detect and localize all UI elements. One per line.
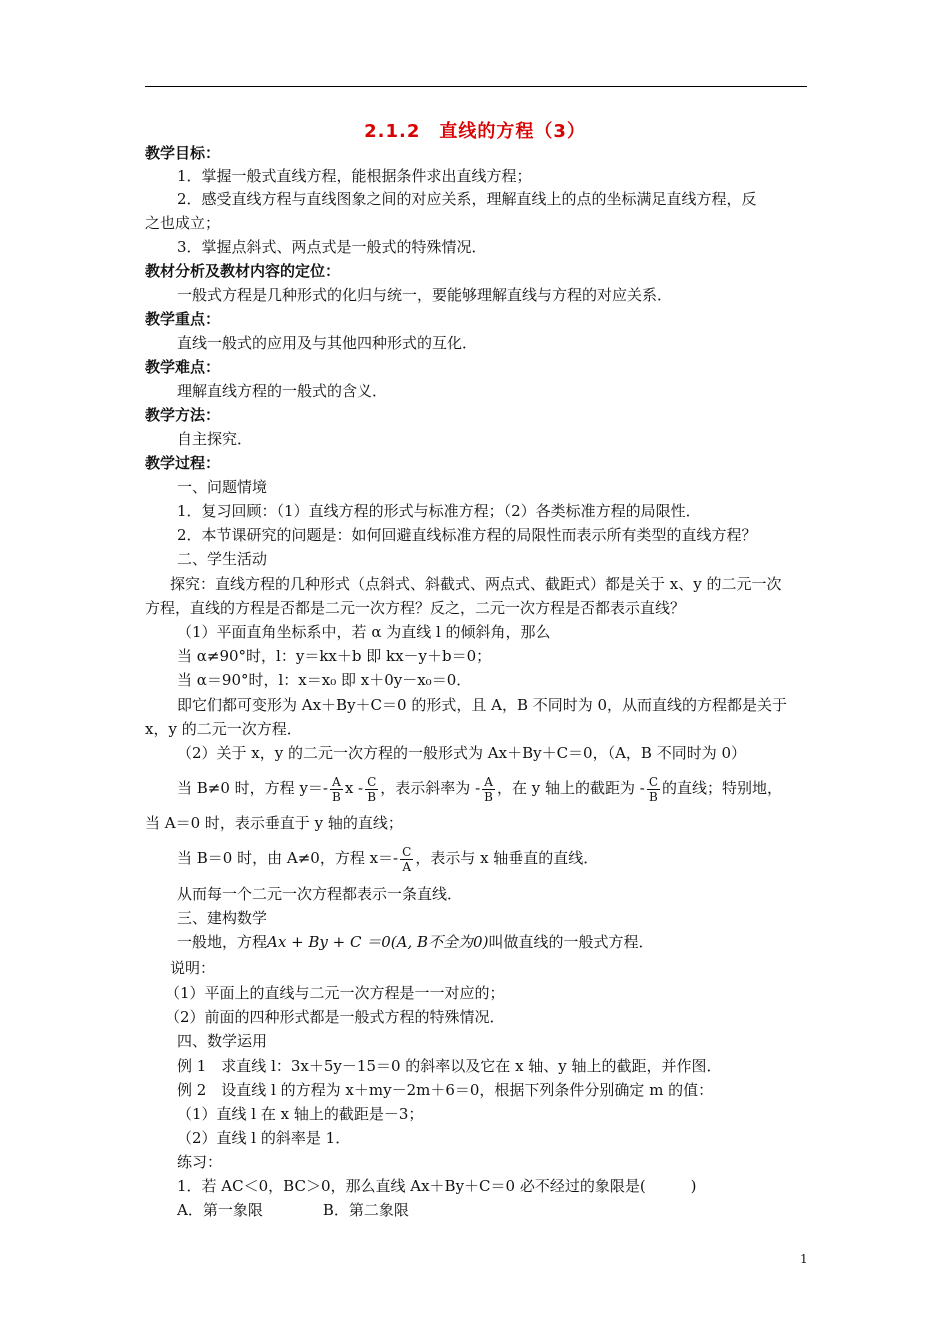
example-2-part-1: （1）直线 l 在 x 轴上的截距是－3； [177,1105,424,1123]
fraction-c-over-b [365,775,378,804]
q2-text-post: 的直线；特别地， [662,779,783,797]
analysis-heading: 教材分析及教材内容的定位： [145,262,341,280]
analysis-text: 一般式方程是几种形式的化归与统一，要能够理解直线与方程的对应关系． [177,286,673,304]
q2b0-pre: 当 B＝0 时，由 A≠0，方程 x＝- [177,849,399,867]
practice-1-options: A．第一象限 B．第二象限 [177,1201,409,1219]
general-post: 叫做直线的一般式方程． [488,933,654,951]
fraction-a-over-b [330,775,343,804]
frac-den: B [649,789,658,804]
explore-a: 探究：直线方程的几种形式（点斜式、斜截式、两点式、截距式）都是关于 x、y 的二元一次 [170,575,782,593]
method-text: 自主探究． [177,430,253,448]
frac-den: B [367,789,377,804]
page-title: 2.1.2 直线的方程（3） [364,121,586,142]
part2-heading: 二、学生活动 [177,550,268,568]
example-2: 例 2 设直线 l 的方程为 x＋my－2m＋6＝0，根据下列条件分别确定 m 的值： [177,1081,714,1099]
q2-text-mid3: ，在 y 轴上的截距为 - [496,779,645,797]
frac-num: A [330,775,343,790]
q2-text-mid1: x - [344,779,364,797]
note-heading: 说明： [170,959,216,977]
example-1: 例 1 求直线 l：3x＋5y－15＝0 的斜率以及它在 x 轴、y 轴上的截距，并作图． [177,1057,722,1075]
process-1-1: 1．复习回顾：（1）直线方程的形式与标准方程；（2）各类标准方程的局限性． [177,502,701,520]
frac-num: A [482,775,495,790]
frac-den: B [331,789,341,804]
question-1-conclusion-a: 即它们都可变形为 Ax＋By＋C＝0 的形式，且 A，B 不同时为 0，从而直线的方程都是关于 [177,696,788,714]
q2-text-mid2: ，表示斜率为 - [380,779,481,797]
process-1-2: 2．本节课研究的问题是：如何回避直线标准方程的局限性而表示所有类型的直线方程？ [177,526,757,544]
difficulty-text: 理解直线方程的一般式的含义． [177,382,388,400]
part4-heading: 四、数学运用 [177,1032,268,1050]
q2b0-post: ，表示与 x 轴垂直的直线． [415,849,599,867]
q2-text-pre: 当 B≠0 时，方程 y＝- [177,779,328,797]
frac-num: C [367,774,377,789]
question-2-b-nonzero [177,768,782,808]
fraction-c-over-a [400,845,413,874]
method-heading: 教学方法： [145,406,221,424]
page-number: 1 [800,1252,808,1266]
goal-3: 3．掌握点斜式、两点式是一般式的特殊情况． [177,238,487,256]
question-1: （1）平面直角坐标系中，若 α 为直线 l 的倾斜角，那么 [177,623,551,641]
note-1: （1）平面上的直线与二元一次方程是一一对应的； [165,984,505,1002]
general-pre: 一般地，方程 [177,933,268,951]
goals-heading: 教学目标： [145,144,221,162]
difficulty-heading: 教学难点： [145,358,221,376]
note-2: （2）前面的四种形式都是一般式方程的特殊情况． [165,1008,505,1026]
question-1-case-1: 当 α≠90°时，l：y＝kx＋b 即 kx－y＋b＝0； [177,647,492,665]
goal-2b: 之也成立； [145,214,221,232]
question-2-a-zero: 当 A＝0 时，表示垂直于 y 轴的直线； [145,814,403,832]
key-heading: 教学重点： [145,310,221,328]
key-text: 直线一般式的应用及与其他四种形式的互化． [177,334,478,352]
process-heading: 教学过程： [145,454,221,472]
goal-2a: 2．感受直线方程与直线图象之间的对应关系，理解直线上的点的坐标满足直线方程，反 [177,190,757,208]
fraction-intercept [647,775,660,804]
practice-1: 1．若 AC＜0，BC＞0，那么直线 Ax＋By＋C＝0 必不经过的象限是( ) [177,1177,697,1195]
general-form-line [177,932,653,952]
part1-heading: 一、问题情境 [177,478,268,496]
explore-b: 方程，直线的方程是否都是二元一次方程？反之，二元一次方程是否都表示直线？ [145,599,686,617]
part3-heading: 三、建构数学 [177,909,268,927]
frac-den: B [484,789,493,804]
question-2: （2）关于 x，y 的二元一次方程的一般形式为 Ax＋By＋C＝0，（A，B 不同时为 0） [177,744,747,762]
frac-den: A [402,859,412,874]
frac-num: C [402,844,412,859]
question-1-conclusion-b: x，y 的二元一次方程． [145,720,302,738]
question-2-b-zero [177,838,598,878]
fraction-slope [482,775,495,804]
goal-1: 1．掌握一般式直线方程，能根据条件求出直线方程； [177,167,532,185]
practice-heading: 练习： [177,1153,223,1171]
question-1-case-2: 当 α＝90°时，l：x＝x₀ 即 x＋0y－x₀＝0． [177,671,472,689]
header-rule [145,86,807,87]
example-2-part-2: （2）直线 l 的斜率是 1． [177,1129,351,1147]
general-equation: Ax + By + C ＝0(A, B不全为0) [267,933,489,951]
frac-num: C [648,774,659,789]
question-2-conclusion: 从而每一个二元一次方程都表示一条直线． [177,885,463,903]
